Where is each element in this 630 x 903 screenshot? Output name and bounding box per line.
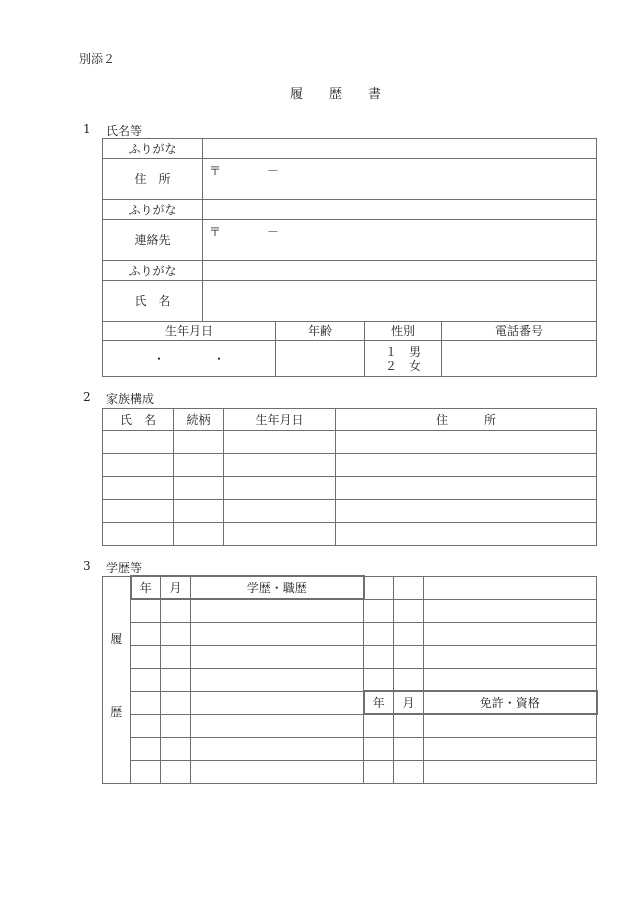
family-name-cell[interactable]: [103, 431, 174, 454]
license-cell[interactable]: [424, 622, 597, 645]
table-row: [103, 431, 597, 454]
contact-label: 連絡先: [103, 220, 203, 261]
license-year-cell[interactable]: [364, 599, 394, 622]
family-name-cell[interactable]: [103, 454, 174, 477]
education-year-cell[interactable]: [131, 760, 161, 783]
education-cell[interactable]: [191, 737, 364, 760]
family-birthdate-cell[interactable]: [224, 500, 336, 523]
education-year-cell[interactable]: [131, 737, 161, 760]
family-relation-header: 続柄: [174, 409, 224, 431]
license-year-cell[interactable]: [364, 645, 394, 668]
license-month-cell[interactable]: [394, 714, 424, 737]
license-cell[interactable]: [424, 668, 597, 691]
table-row: [103, 477, 597, 500]
phone-header: 電話番号: [442, 322, 597, 341]
family-relation-cell[interactable]: [174, 500, 224, 523]
name-furigana-field[interactable]: [203, 261, 597, 281]
license-year-cell[interactable]: [364, 668, 394, 691]
personal-details-table: [102, 321, 597, 377]
family-birthdate-cell[interactable]: [224, 431, 336, 454]
section1-title: 氏名等: [106, 124, 143, 138]
license-cell[interactable]: [424, 576, 597, 599]
name-label: 氏 名: [103, 281, 203, 322]
birthdate-field[interactable]: [103, 341, 276, 377]
education-month-cell[interactable]: [161, 668, 191, 691]
postal-dash: －: [266, 164, 279, 178]
license-month-cell[interactable]: [394, 737, 424, 760]
family-address-cell[interactable]: [336, 500, 597, 523]
personal-info-table: [102, 138, 597, 322]
license-cell[interactable]: [424, 645, 597, 668]
license-year-cell[interactable]: [364, 737, 394, 760]
license-cell[interactable]: [424, 599, 597, 622]
table-row: [103, 691, 597, 714]
license-month-cell[interactable]: [394, 599, 424, 622]
family-name-cell[interactable]: [103, 500, 174, 523]
education-month-cell[interactable]: [161, 645, 191, 668]
license-month-cell[interactable]: [394, 622, 424, 645]
section2-number: 2: [83, 390, 91, 404]
history-side-label-bottom: 歴: [110, 704, 123, 719]
table-row: [103, 714, 597, 737]
name-field[interactable]: [203, 281, 597, 322]
table-row: [103, 523, 597, 546]
education-year-cell[interactable]: [131, 668, 161, 691]
license-year-cell[interactable]: [364, 576, 394, 599]
postal-dash: －: [266, 225, 279, 239]
license-header: 免許・資格: [424, 691, 597, 714]
section3-number: 3: [83, 559, 91, 573]
education-year-cell[interactable]: [131, 691, 161, 714]
history-side-label: [103, 576, 131, 783]
license-cell[interactable]: [424, 714, 597, 737]
education-cell[interactable]: [191, 714, 364, 737]
education-cell[interactable]: [191, 599, 364, 622]
sex-header: 性別: [365, 322, 442, 341]
family-address-cell[interactable]: [336, 454, 597, 477]
education-month-cell[interactable]: [161, 760, 191, 783]
education-month-cell[interactable]: [161, 622, 191, 645]
education-cell[interactable]: [191, 691, 364, 714]
education-cell[interactable]: [191, 668, 364, 691]
education-year-cell[interactable]: [131, 599, 161, 622]
family-birthdate-cell[interactable]: [224, 454, 336, 477]
education-year-cell[interactable]: [131, 714, 161, 737]
family-relation-cell[interactable]: [174, 523, 224, 546]
education-year-cell[interactable]: [131, 622, 161, 645]
table-row: [103, 500, 597, 523]
education-year-cell[interactable]: [131, 645, 161, 668]
family-birthdate-cell[interactable]: [224, 477, 336, 500]
table-row: [103, 645, 597, 668]
education-cell[interactable]: [191, 760, 364, 783]
address-field[interactable]: [203, 159, 597, 200]
address-label: 住 所: [103, 159, 203, 200]
section2-title: 家族構成: [106, 392, 155, 406]
postal-mark: 〒: [209, 164, 222, 178]
table-row: [103, 454, 597, 477]
family-relation-cell[interactable]: [174, 454, 224, 477]
postal-mark: 〒: [209, 225, 222, 239]
family-relation-cell[interactable]: [174, 431, 224, 454]
sex-option-male[interactable]: １ 男: [384, 344, 421, 359]
furigana-label-address: ふりがな: [103, 139, 203, 159]
education-year-header: 年: [131, 576, 161, 599]
date-dots: ・ ・: [152, 351, 225, 366]
education-cell[interactable]: [191, 645, 364, 668]
family-name-cell[interactable]: [103, 477, 174, 500]
phone-field[interactable]: [442, 341, 597, 377]
family-address-cell[interactable]: [336, 431, 597, 454]
table-row: [103, 737, 597, 760]
table-row: [103, 760, 597, 783]
education-header: 学歴・職歴: [191, 576, 364, 599]
family-relation-cell[interactable]: [174, 477, 224, 500]
education-month-header: 月: [161, 576, 191, 599]
sex-field[interactable]: [365, 341, 442, 377]
table-row: [103, 622, 597, 645]
table-row: [103, 668, 597, 691]
family-address-cell[interactable]: [336, 477, 597, 500]
sex-option-female[interactable]: ２ 女: [384, 358, 421, 373]
furigana-label-name: ふりがな: [103, 261, 203, 281]
attachment-label: 別添２: [79, 52, 116, 66]
education-month-cell[interactable]: [161, 691, 191, 714]
license-year-header: 年: [364, 691, 394, 714]
license-year-cell[interactable]: [364, 714, 394, 737]
history-table: [102, 575, 598, 784]
age-header: 年齢: [276, 322, 365, 341]
family-address-cell[interactable]: [336, 523, 597, 546]
license-cell[interactable]: [424, 737, 597, 760]
birthdate-header: 生年月日: [103, 322, 276, 341]
furigana-label-contact: ふりがな: [103, 200, 203, 220]
family-birthdate-cell[interactable]: [224, 523, 336, 546]
education-month-cell[interactable]: [161, 714, 191, 737]
family-address-header: 住 所: [336, 409, 597, 431]
license-year-cell[interactable]: [364, 760, 394, 783]
license-cell[interactable]: [424, 760, 597, 783]
license-month-cell[interactable]: [394, 760, 424, 783]
section1-number: 1: [83, 122, 91, 136]
family-name-header: 氏 名: [103, 409, 174, 431]
license-year-cell[interactable]: [364, 622, 394, 645]
license-month-cell[interactable]: [394, 668, 424, 691]
document-title: 履 歴 書: [290, 87, 388, 102]
table-row: [103, 599, 597, 622]
age-field[interactable]: [276, 341, 365, 377]
family-birthdate-header: 生年月日: [224, 409, 336, 431]
education-cell[interactable]: [191, 622, 364, 645]
address-furigana-field[interactable]: [203, 139, 597, 159]
license-month-cell[interactable]: [394, 645, 424, 668]
history-side-label-top: 履: [110, 631, 123, 646]
license-month-header: 月: [394, 691, 424, 714]
education-month-cell[interactable]: [161, 737, 191, 760]
education-month-cell[interactable]: [161, 599, 191, 622]
license-month-cell[interactable]: [394, 576, 424, 599]
contact-field[interactable]: [203, 220, 597, 261]
contact-furigana-field[interactable]: [203, 200, 597, 220]
family-name-cell[interactable]: [103, 523, 174, 546]
section3-title: 学歴等: [106, 561, 143, 575]
family-table: [102, 408, 597, 546]
